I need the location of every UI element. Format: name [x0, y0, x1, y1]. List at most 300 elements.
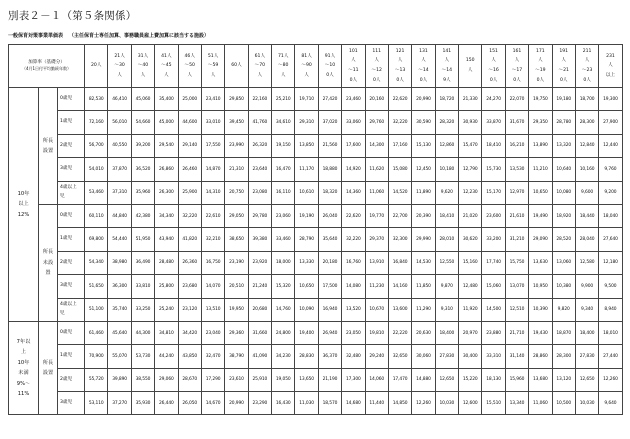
- unit-price-cell: 9,640: [599, 392, 622, 415]
- column-header: [599, 45, 622, 88]
- unit-price-cell: 14,310: [201, 181, 224, 204]
- unit-price-cell: 13,630: [529, 251, 552, 274]
- table-row: [9, 345, 623, 368]
- column-header-line: 101: [348, 48, 358, 54]
- table-subtitle: [8, 32, 209, 39]
- unit-price-cell: 19,050: [272, 368, 295, 391]
- unit-price-cell: 28,860: [529, 345, 552, 368]
- unit-price-cell: 32,470: [201, 345, 224, 368]
- unit-price-cell: 39,380: [248, 228, 271, 251]
- unit-price-cell: 10,950: [529, 275, 552, 298]
- column-header-line: 0人: [559, 77, 568, 83]
- unit-price-cell: 32,650: [388, 345, 411, 368]
- column-header-line: 人: [304, 72, 309, 78]
- unit-price-cell: 23,120: [178, 298, 201, 321]
- unit-price-cell: 17,550: [201, 134, 224, 157]
- unit-price-cell: 27,420: [318, 88, 341, 111]
- unit-price-cell: 39,200: [131, 134, 154, 157]
- unit-price-cell: 19,810: [365, 321, 388, 344]
- director-status-cell: [39, 204, 58, 321]
- unit-price-cell: 36,490: [131, 251, 154, 274]
- age-class-cell-line: 児: [60, 193, 65, 199]
- column-header-line: 人: [374, 58, 380, 64]
- unit-price-cell: 19,300: [599, 88, 622, 111]
- unit-price-cell: 9,310: [435, 298, 458, 321]
- unit-price-cell: 12,600: [459, 392, 482, 415]
- age-class-cell-line: 3歳児: [60, 283, 73, 289]
- column-header-line: 121: [395, 48, 405, 54]
- unit-price-cell: 37,270: [108, 392, 131, 415]
- unit-price-cell: 14,070: [201, 275, 224, 298]
- column-header: [201, 45, 224, 88]
- years-of-service-cell: [9, 88, 39, 322]
- unit-price-cell: 29,850: [225, 88, 248, 111]
- unit-price-cell: 20,160: [365, 88, 388, 111]
- rate-header-cell: [9, 45, 85, 88]
- unit-price-cell: 16,430: [272, 392, 295, 415]
- unit-price-cell: 17,300: [342, 368, 365, 391]
- age-class-cell-line: 1歳児: [60, 119, 73, 125]
- column-header-line: 人: [210, 72, 216, 78]
- unit-price-cell: 14,680: [342, 392, 365, 415]
- director-status-cell: [39, 88, 58, 205]
- unit-price-cell: 21,190: [318, 368, 341, 391]
- column-header: [131, 45, 154, 88]
- table-row: [9, 88, 623, 111]
- director-status-cell-line: 未設: [42, 259, 54, 266]
- unit-price-cell: 10,650: [529, 181, 552, 204]
- unit-price-cell: 12,450: [412, 158, 435, 181]
- unit-price-cell: 18,410: [435, 204, 458, 227]
- unit-price-cell: 18,040: [599, 204, 622, 227]
- unit-price-cell: 14,870: [201, 158, 224, 181]
- unit-price-cell: 10,670: [365, 298, 388, 321]
- unit-price-cell: 10,640: [552, 158, 575, 181]
- column-header-line: ～70: [254, 63, 266, 69]
- age-class-cell-line: 1歳児: [60, 353, 73, 359]
- unit-price-cell: 34,610: [272, 111, 295, 134]
- column-header-line: 231: [606, 53, 615, 59]
- unit-price-cell: 21,310: [225, 158, 248, 181]
- column-header-line: 31人: [137, 53, 149, 59]
- unit-price-cell: 69,800: [85, 228, 108, 251]
- unit-price-cell: 35,640: [318, 228, 341, 251]
- unit-price-cell: 13,320: [552, 134, 575, 157]
- unit-price-cell: 26,040: [318, 204, 341, 227]
- subtitle-note: （主任保育士専任加算、事務職員雇上費加算に該当する施設）: [69, 33, 210, 39]
- director-status-cell-line: 所長: [42, 137, 54, 144]
- column-header-line: 150: [465, 58, 475, 64]
- unit-price-cell: 18,400: [575, 321, 598, 344]
- unit-price-cell: 25,240: [155, 298, 178, 321]
- table-row: [9, 275, 623, 298]
- unit-price-cell: 19,180: [552, 88, 575, 111]
- unit-price-cell: 51,950: [131, 228, 154, 251]
- column-header-line: ～12: [371, 68, 382, 73]
- column-header: [318, 45, 341, 88]
- unit-price-cell: 19,400: [295, 321, 318, 344]
- years-of-service-cell-line: 未満: [18, 370, 29, 377]
- unit-price-cell: 10,030: [435, 392, 458, 415]
- table-row: [9, 251, 623, 274]
- column-header-line: 人: [187, 72, 193, 78]
- unit-price-cell: 34,340: [155, 204, 178, 227]
- unit-price-cell: 20,750: [225, 181, 248, 204]
- unit-price-cell: 60,110: [85, 204, 108, 227]
- unit-price-cell: 24,800: [272, 321, 295, 344]
- age-class-cell-line: 1歳児: [60, 236, 73, 242]
- age-class-cell: [58, 111, 85, 134]
- unit-price-cell: 12,970: [505, 181, 528, 204]
- age-class-cell: [58, 345, 85, 368]
- column-header: [365, 45, 388, 88]
- unit-price-cell: 37,310: [108, 181, 131, 204]
- unit-price-cell: 9,200: [599, 181, 622, 204]
- column-header-line: 0人: [489, 77, 498, 83]
- age-class-cell-line: 3歳児: [60, 166, 73, 172]
- column-header-line: 人: [117, 72, 122, 78]
- rate-table: [8, 44, 623, 415]
- unit-price-cell: 23,880: [482, 321, 505, 344]
- unit-price-cell: 28,040: [575, 228, 598, 251]
- director-status-cell: [39, 321, 58, 415]
- unit-price-cell: 14,760: [272, 298, 295, 321]
- unit-price-cell: 19,430: [529, 321, 552, 344]
- column-header-line: ～14: [441, 68, 453, 73]
- column-header-line: 0人: [326, 72, 334, 78]
- unit-price-cell: 14,080: [342, 275, 365, 298]
- age-class-cell: [58, 368, 85, 391]
- age-class-cell: [58, 204, 85, 227]
- column-header-line: 人: [467, 68, 473, 73]
- column-header-line: 211: [582, 48, 592, 54]
- table-row: [9, 298, 623, 321]
- unit-price-cell: 33,200: [482, 228, 505, 251]
- unit-price-cell: 28,790: [295, 228, 318, 251]
- unit-price-cell: 14,160: [388, 275, 411, 298]
- unit-price-cell: 23,680: [178, 275, 201, 298]
- unit-price-cell: 12,510: [505, 298, 528, 321]
- unit-price-cell: 28,830: [295, 345, 318, 368]
- column-header-line: 人: [351, 58, 356, 64]
- unit-price-cell: 44,600: [178, 111, 201, 134]
- column-header-line: 0人: [396, 77, 404, 83]
- column-header-line: 0人: [583, 77, 591, 83]
- unit-price-cell: 33,010: [201, 111, 224, 134]
- column-header-line: ～11: [348, 68, 359, 73]
- unit-price-cell: 30,930: [459, 111, 482, 134]
- unit-price-cell: 14,060: [365, 368, 388, 391]
- unit-price-cell: 42,380: [131, 204, 154, 227]
- unit-price-cell: 39,450: [225, 111, 248, 134]
- column-header-line: ～10: [324, 63, 336, 69]
- unit-price-cell: 44,840: [108, 204, 131, 227]
- unit-price-cell: 12,440: [599, 134, 622, 157]
- years-of-service-cell-line: 10年: [17, 359, 30, 366]
- director-status-cell-line: 設置: [42, 370, 54, 377]
- column-header-line: 131: [419, 48, 428, 54]
- column-header-line: 人: [257, 72, 263, 78]
- column-header-line: 人: [164, 72, 169, 78]
- unit-price-cell: 45,060: [131, 88, 154, 111]
- unit-price-cell: 19,710: [295, 88, 318, 111]
- column-header: [295, 45, 318, 88]
- table-row: [9, 321, 623, 344]
- unit-price-cell: 20,680: [248, 298, 271, 321]
- unit-price-cell: 15,730: [482, 158, 505, 181]
- unit-price-cell: 35,930: [131, 392, 154, 415]
- unit-price-cell: 16,110: [272, 181, 295, 204]
- unit-price-cell: 29,780: [248, 204, 271, 227]
- unit-price-cell: 18,570: [318, 392, 341, 415]
- unit-price-cell: 18,880: [318, 158, 341, 181]
- unit-price-cell: 19,190: [295, 204, 318, 227]
- unit-price-cell: 54,010: [85, 158, 108, 181]
- unit-price-cell: 28,320: [435, 111, 458, 134]
- unit-price-cell: 23,080: [248, 181, 271, 204]
- unit-price-cell: 26,860: [155, 158, 178, 181]
- unit-price-cell: 10,030: [575, 392, 598, 415]
- unit-price-cell: 28,520: [552, 228, 575, 251]
- column-header: [108, 45, 131, 88]
- unit-price-cell: 56,700: [85, 134, 108, 157]
- years-of-service-cell-line: 9%～: [16, 380, 31, 387]
- unit-price-cell: 17,740: [482, 251, 505, 274]
- age-class-cell: [58, 134, 85, 157]
- unit-price-cell: 15,060: [482, 275, 505, 298]
- table-row: [9, 368, 623, 391]
- unit-price-cell: 11,210: [529, 158, 552, 181]
- table-row: [9, 158, 623, 181]
- table-row: [9, 228, 623, 251]
- column-header-line: 81人: [301, 53, 312, 59]
- column-header-line: 0人: [349, 77, 358, 83]
- column-header: [529, 45, 552, 88]
- age-class-cell-line: 0歳児: [60, 96, 73, 102]
- column-header: [178, 45, 201, 88]
- unit-price-cell: 70,900: [85, 345, 108, 368]
- unit-price-cell: 56,010: [108, 111, 131, 134]
- unit-price-cell: 21,020: [459, 204, 482, 227]
- unit-price-cell: 15,320: [272, 275, 295, 298]
- unit-price-cell: 27,900: [599, 111, 622, 134]
- unit-price-cell: 26,050: [178, 392, 201, 415]
- unit-price-cell: 11,850: [412, 275, 435, 298]
- column-header-line: 人: [444, 58, 450, 64]
- column-header-line: 人: [584, 58, 590, 64]
- unit-price-cell: 22,070: [505, 88, 528, 111]
- column-header: [482, 45, 505, 88]
- unit-price-cell: 18,320: [318, 181, 341, 204]
- unit-price-cell: 14,360: [342, 181, 365, 204]
- unit-price-cell: 10,390: [529, 298, 552, 321]
- unit-price-cell: 12,260: [599, 368, 622, 391]
- unit-price-cell: 21,330: [459, 88, 482, 111]
- unit-price-cell: 16,760: [342, 251, 365, 274]
- unit-price-cell: 35,960: [131, 181, 154, 204]
- unit-price-cell: 38,790: [225, 345, 248, 368]
- unit-price-cell: 22,620: [342, 204, 365, 227]
- age-class-cell: [58, 392, 85, 415]
- years-of-service-cell: [9, 321, 39, 415]
- unit-price-cell: 23,040: [201, 321, 224, 344]
- unit-price-cell: 26,320: [248, 134, 271, 157]
- unit-price-cell: 21,710: [505, 321, 528, 344]
- unit-price-cell: 31,140: [505, 345, 528, 368]
- unit-price-cell: 29,050: [225, 204, 248, 227]
- unit-price-cell: 82,530: [85, 88, 108, 111]
- unit-price-cell: 31,670: [505, 111, 528, 134]
- unit-price-cell: 11,060: [529, 392, 552, 415]
- unit-price-cell: 23,290: [248, 392, 271, 415]
- unit-price-cell: 45,000: [155, 111, 178, 134]
- column-header-line: ～50: [184, 63, 195, 69]
- director-status-cell-line: 所長: [42, 359, 54, 366]
- unit-price-cell: 12,790: [459, 158, 482, 181]
- unit-price-cell: 13,850: [295, 134, 318, 157]
- column-header-line: ～90: [301, 63, 312, 69]
- age-class-cell: [58, 158, 85, 181]
- unit-price-cell: 18,000: [272, 251, 295, 274]
- unit-price-cell: 34,230: [272, 345, 295, 368]
- unit-price-cell: 16,940: [318, 298, 341, 321]
- unit-price-cell: 12,260: [412, 392, 435, 415]
- unit-price-cell: 37,870: [108, 158, 131, 181]
- unit-price-cell: 34,420: [178, 321, 201, 344]
- column-header-line: ～21: [558, 68, 569, 73]
- unit-price-cell: 13,340: [505, 392, 528, 415]
- unit-price-cell: 11,290: [412, 298, 435, 321]
- unit-price-cell: 11,060: [365, 181, 388, 204]
- column-header-line: ～45: [161, 63, 172, 69]
- unit-price-cell: 29,540: [155, 134, 178, 157]
- unit-price-cell: 18,920: [552, 204, 575, 227]
- column-header-line: 21人: [114, 53, 125, 59]
- unit-price-cell: 29,360: [225, 321, 248, 344]
- rate-sub-label: （4月1日付平均勤続年数）: [21, 66, 72, 72]
- unit-price-cell: 16,470: [272, 158, 295, 181]
- unit-price-cell: 27,830: [575, 345, 598, 368]
- unit-price-cell: 20,970: [459, 321, 482, 344]
- column-header-line: 151: [489, 48, 498, 54]
- unit-price-cell: 16,210: [505, 134, 528, 157]
- unit-price-cell: 21,240: [248, 275, 271, 298]
- unit-price-cell: 14,920: [342, 158, 365, 181]
- table-row: [9, 392, 623, 415]
- unit-price-cell: 13,120: [552, 368, 575, 391]
- unit-price-cell: 54,660: [131, 111, 154, 134]
- column-header-line: 71人: [277, 53, 289, 59]
- unit-price-cell: 36,370: [318, 345, 341, 368]
- unit-price-cell: 15,220: [459, 368, 482, 391]
- column-header-line: 0人: [513, 77, 521, 83]
- unit-price-cell: 15,960: [505, 368, 528, 391]
- unit-price-cell: 15,170: [482, 181, 505, 204]
- column-header: [248, 45, 271, 88]
- age-class-cell: [58, 88, 85, 111]
- column-header-line: 111: [372, 48, 382, 54]
- years-of-service-cell-line: 12%: [17, 211, 30, 218]
- director-status-cell-line: 置: [45, 270, 51, 277]
- rate-label: 加算率（基礎分）: [28, 60, 65, 66]
- unit-price-cell: 13,060: [552, 251, 575, 274]
- unit-price-cell: 39,890: [108, 368, 131, 391]
- unit-price-cell: 23,060: [272, 204, 295, 227]
- unit-price-cell: 43,940: [155, 228, 178, 251]
- unit-price-cell: 41,760: [248, 111, 271, 134]
- unit-price-cell: 51,650: [85, 275, 108, 298]
- unit-price-cell: 13,510: [201, 298, 224, 321]
- unit-price-cell: 26,300: [155, 181, 178, 204]
- unit-price-cell: 14,520: [388, 181, 411, 204]
- subtitle-main: 一般保育対策事業単価表: [8, 33, 64, 39]
- unit-price-cell: 27,440: [599, 345, 622, 368]
- unit-price-cell: 10,380: [552, 275, 575, 298]
- unit-price-cell: 13,070: [505, 275, 528, 298]
- unit-price-cell: 20,510: [225, 275, 248, 298]
- unit-price-cell: 26,940: [318, 321, 341, 344]
- age-class-cell: [58, 275, 85, 298]
- unit-price-cell: 23,050: [342, 321, 365, 344]
- table-body: [9, 88, 623, 415]
- unit-price-cell: 25,900: [178, 181, 201, 204]
- unit-price-cell: 55,070: [108, 345, 131, 368]
- unit-price-cell: 36,300: [108, 275, 131, 298]
- unit-price-cell: 21,560: [318, 134, 341, 157]
- unit-price-cell: 10,090: [295, 298, 318, 321]
- unit-price-cell: 14,880: [412, 368, 435, 391]
- unit-price-cell: 29,370: [365, 228, 388, 251]
- unit-price-cell: 33,810: [131, 275, 154, 298]
- unit-price-cell: 38,550: [131, 368, 154, 391]
- table-row: [9, 181, 623, 204]
- table-header-row: [9, 45, 623, 88]
- unit-price-cell: 16,750: [201, 251, 224, 274]
- age-class-cell-line: 4歳以上: [60, 185, 77, 191]
- unit-price-cell: 32,220: [388, 111, 411, 134]
- table-row: [9, 134, 623, 157]
- unit-price-cell: 33,060: [342, 111, 365, 134]
- unit-price-cell: 31,210: [505, 228, 528, 251]
- unit-price-cell: 22,700: [388, 204, 411, 227]
- unit-price-cell: 19,950: [225, 298, 248, 321]
- unit-price-cell: 12,840: [575, 134, 598, 157]
- unit-price-cell: 36,520: [131, 158, 154, 181]
- age-class-cell: [58, 321, 85, 344]
- age-class-cell-line: 児: [60, 310, 65, 316]
- age-class-cell: [58, 181, 85, 204]
- unit-price-cell: 28,010: [435, 228, 458, 251]
- column-header-line: 0人: [419, 77, 428, 83]
- unit-price-cell: 19,750: [529, 88, 552, 111]
- unit-price-cell: 13,330: [295, 251, 318, 274]
- unit-price-cell: 11,170: [295, 158, 318, 181]
- unit-price-cell: 31,660: [248, 321, 271, 344]
- unit-price-cell: 9,500: [599, 275, 622, 298]
- column-header-line: 人: [608, 63, 613, 69]
- unit-price-cell: 23,640: [248, 158, 271, 181]
- unit-price-cell: 18,440: [575, 204, 598, 227]
- age-class-cell-line: 2歳児: [60, 259, 73, 265]
- unit-price-cell: 10,610: [295, 181, 318, 204]
- unit-price-cell: 26,460: [178, 158, 201, 181]
- unit-price-cell: 46,410: [108, 88, 131, 111]
- unit-price-cell: 27,640: [599, 228, 622, 251]
- unit-price-cell: 17,500: [318, 275, 341, 298]
- unit-price-cell: 18,720: [435, 88, 458, 111]
- column-header-line: 人: [538, 58, 543, 64]
- column-header: [388, 45, 411, 88]
